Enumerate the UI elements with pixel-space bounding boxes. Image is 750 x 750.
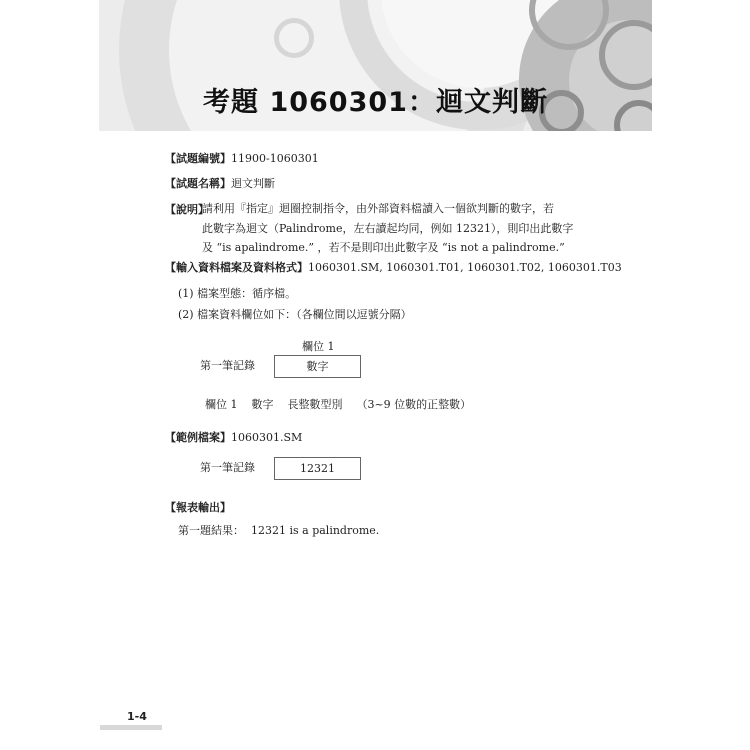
format-field-box: 數字: [274, 355, 361, 378]
exam-number-label: 【試題編號】: [165, 152, 231, 165]
report-output-label: 【報表輸出】: [165, 501, 231, 514]
exam-name-label: 【試題名稱】: [165, 177, 231, 190]
page-number-bar: [100, 725, 162, 730]
chapter-header-banner: [99, 0, 652, 131]
page-number: 1-4: [127, 710, 147, 723]
input-files-value: 1060301.SM, 1060301.T01, 1060301.T02, 1060301.T03: [308, 261, 622, 274]
input-item: (1) 檔案型態：循序檔。: [178, 287, 297, 300]
report-output-result: 第一題結果： 12321 is a palindrome.: [178, 524, 380, 537]
format-column-header: 欄位 1: [302, 340, 335, 353]
exam-number-row: [165, 152, 319, 166]
description-line: 此數字為迴文（Palindrome，左右讀起均同，例如 12321），則印出此數字: [202, 221, 574, 235]
decor-ring: [274, 18, 314, 58]
exam-name-row: [165, 177, 275, 191]
sample-row-label: 第一筆記錄: [200, 461, 255, 474]
input-files-label: 【輸入資料檔案及資料格式】: [165, 261, 308, 274]
description-line: 請利用『指定』迴圈控制指令，由外部資料檔讀入一個欲判斷的數字，若: [202, 202, 554, 215]
sample-file-label: 【範例檔案】: [165, 431, 231, 444]
format-field-note: 欄位 1 數字 長整數型別 （3~9 位數的正整數）: [205, 398, 472, 411]
page-title: 考題 1060301：迴文判斷: [203, 87, 548, 118]
exam-number-value: 11900-1060301: [231, 152, 319, 165]
description-label: 【說明】: [165, 203, 209, 216]
sample-file-row: [165, 431, 302, 445]
description-text: [202, 199, 592, 258]
description-line: 及 “is apalindrome.” ，若不是則印出此數字及 “is not a palindrome.”: [202, 241, 565, 254]
sample-file-value: 1060301.SM: [231, 431, 303, 444]
input-item: (2) 檔案資料欄位如下：（各欄位間以逗號分隔）: [178, 308, 412, 321]
exam-name-value: 迴文判斷: [231, 177, 275, 190]
input-files-row: [165, 261, 622, 275]
format-row-label: 第一筆記錄: [200, 359, 255, 372]
sample-value-box: 12321: [274, 457, 361, 480]
